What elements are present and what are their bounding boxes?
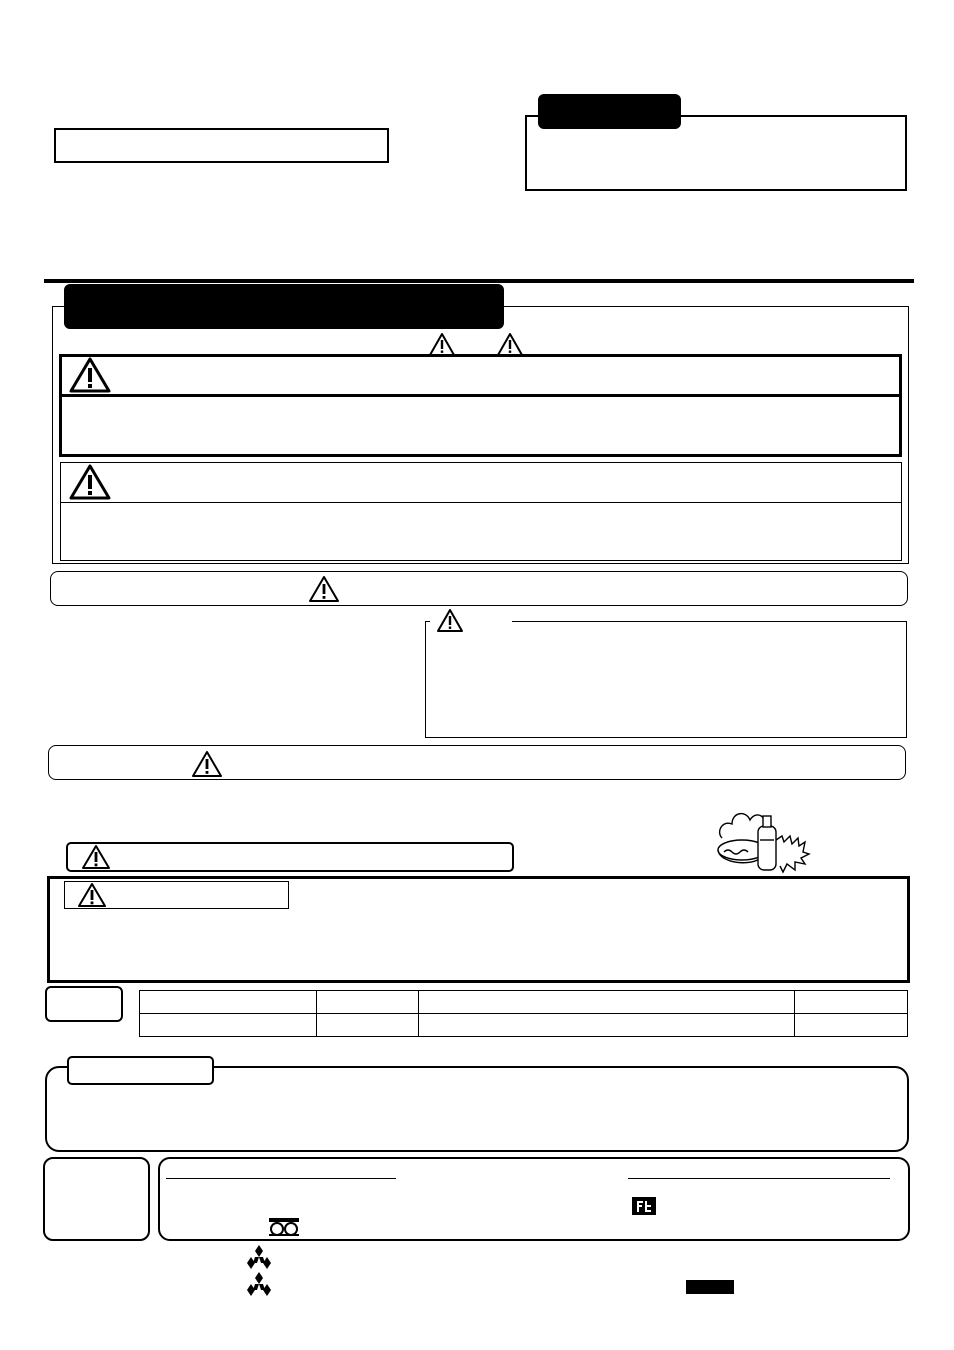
free-dial-icon [268, 1217, 300, 1237]
spec-label [45, 986, 123, 1022]
section-divider [44, 279, 914, 283]
table-cell [419, 991, 795, 1014]
caution-bar [50, 571, 908, 606]
contact-label-box [43, 1157, 150, 1241]
mitsubishi-logo-icon [245, 1272, 273, 1296]
caution-bar [48, 745, 906, 780]
table-cell [140, 1014, 317, 1037]
caution-block [60, 462, 902, 561]
table-cell [140, 991, 317, 1014]
table-cell [317, 991, 419, 1014]
caution-note-box [425, 621, 907, 738]
fax-icon [632, 1197, 656, 1215]
table-cell [317, 1014, 419, 1037]
table-row [140, 1014, 908, 1037]
table-row [140, 991, 908, 1014]
mitsubishi-logo-icon [245, 1245, 273, 1269]
title-box [54, 128, 389, 163]
warning-block-divider [59, 394, 902, 397]
notice-tab [538, 94, 681, 129]
table-cell [795, 991, 908, 1014]
caution-label-bar [66, 842, 514, 872]
warning-triangle-icon [68, 463, 112, 501]
warning-triangle-icon [191, 750, 223, 778]
warning-triangle-icon [308, 575, 340, 603]
safety-section-tab [64, 284, 504, 329]
warning-triangle-icon [81, 844, 111, 870]
warning-triangle-icon [68, 356, 112, 394]
warning-triangle-icon [436, 608, 464, 633]
bottom-black-bar [686, 1280, 734, 1294]
table-cell [795, 1014, 908, 1037]
caution-block-divider [60, 502, 902, 503]
table-cell [419, 1014, 795, 1037]
warning-triangle-icon [77, 882, 107, 908]
warning-block [59, 354, 902, 457]
info-box-tab [67, 1056, 214, 1085]
laundry-detergent-illustration [712, 800, 812, 876]
spec-table [139, 990, 908, 1037]
contact-underline [628, 1178, 890, 1179]
contact-underline [166, 1178, 396, 1179]
